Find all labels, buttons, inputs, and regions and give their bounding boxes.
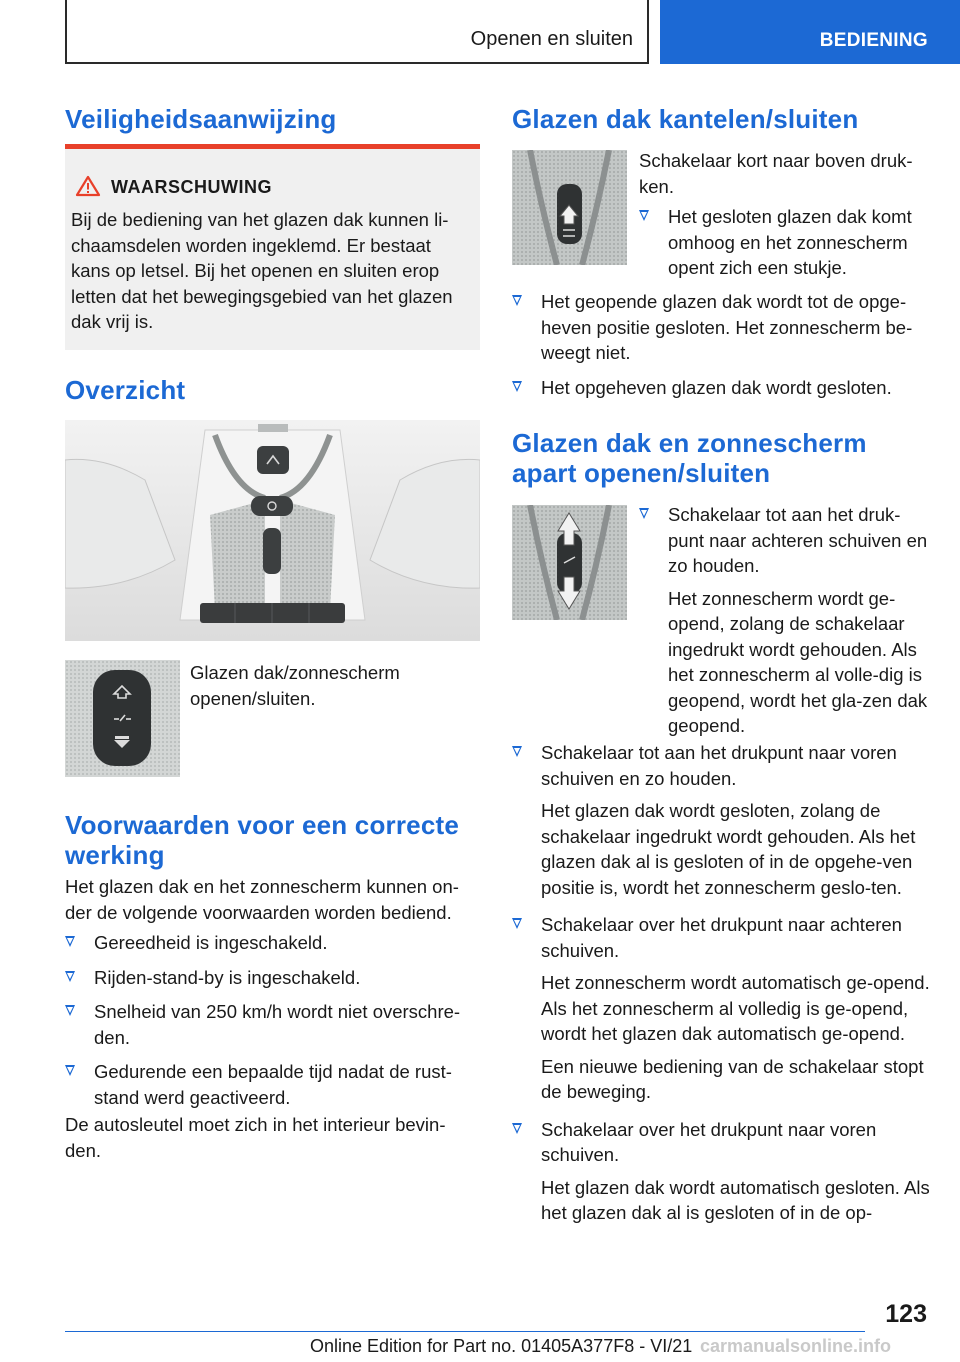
roof-switch-image [65, 660, 180, 777]
list-item-detail: Het zonnescherm wordt automatisch ge-opend. Als het zonnescherm al volledig is ge-opend, wordt het glazen dak automatisch ge-opend. [541, 972, 930, 1044]
section-title: Openen en sluiten [470, 28, 633, 50]
list-item-detail: Het glazen dak wordt automatisch gesloten. Als het glazen dak al is gesloten of in de op- [541, 1176, 930, 1223]
conditions-list [65, 930, 480, 1119]
bullet-triangle-icon [512, 381, 522, 392]
heading-conditions-line2: werking [65, 840, 165, 870]
bullet-triangle-icon [639, 210, 649, 221]
roof-console-image [65, 420, 480, 641]
list-item: Rijden-stand-by is ingeschakeld. [65, 965, 480, 991]
conditions-intro: Het glazen dak en het zonnescherm kunnen on-der de volgende voorwaarden worden bediend. [65, 876, 459, 923]
warning-title: WAARSCHUWING [111, 177, 272, 197]
bullet-triangle-icon [65, 1005, 75, 1016]
conditions-outro: De autosleutel moet zich in het interieur bevin-den. [65, 1114, 446, 1161]
page-number: 123 [885, 1300, 927, 1328]
warning-box [65, 144, 480, 350]
list-item-detail: Het zonnescherm wordt ge-opend, zolang de schakelaar ingedrukt wordt gehouden. Als het zonnescherm al volle-dig is geopend, wordt het gla-zen dak geopend. [668, 587, 928, 736]
bullet-triangle-icon [639, 508, 649, 519]
bullet-triangle-icon [512, 1123, 522, 1134]
heading-separate-line2: apart openen/sluiten [512, 458, 771, 488]
list-item: Het gesloten glazen dak komt omhoog en het zonnescherm opent zich een stukje. [639, 204, 932, 281]
list-item: Schakelaar over het drukpunt naar achteren schuiven. Het zonnescherm wordt automatisch ge-opend. Als het zonnescherm al volledig is ge-opend, wordt het glazen dak automatisch ge-opend. Een nieuwe bediening van de schakelaar stopt de beweging. [512, 912, 932, 1105]
heading-tilt: Glazen dak kantelen/sluiten [512, 104, 859, 134]
warning-triangle-icon [75, 175, 101, 197]
list-item: Gereedheid is ingeschakeld. [65, 930, 480, 956]
heading-safety: Veiligheidsaanwijzing [65, 104, 337, 134]
separate-first-list [639, 502, 932, 748]
bullet-triangle-icon [512, 746, 522, 757]
footer-watermark: carmanualsonline.info [700, 1336, 892, 1356]
bullet-triangle-icon [65, 1065, 75, 1076]
switch-caption: Glazen dak/zonnescherm openen/sluiten. [190, 662, 400, 709]
list-item: Het geopende glazen dak wordt tot de opge-heven positie gesloten. Het zonnescherm be-weegt niet. [512, 289, 932, 366]
footer-edition: Online Edition for Part no. 01405A377F8 - VI/21 [310, 1336, 693, 1356]
heading-separate-line1: Glazen dak en zonnescherm [512, 428, 867, 458]
separate-switch-image [512, 505, 627, 620]
list-item: Schakelaar tot aan het druk-punt naar achteren schuiven en zo houden. Het zonnescherm wordt ge-opend, zolang de schakelaar ingedrukt wordt gehouden. Als het zonnescherm al volle-dig is geopend, wordt het gla-zen dak geopend. [639, 502, 932, 739]
header-chapter-tab [660, 0, 960, 64]
tilt-sub-list [639, 204, 932, 290]
list-item: Schakelaar tot aan het drukpunt naar voren schuiven en zo houden. Het glazen dak wordt gesloten, zolang de schakelaar ingedrukt wordt gehouden. Als het glazen dak al is gesloten of in de opgehe-ven positie is, wordt het zonnescherm geslo-ten. [512, 740, 932, 900]
tilt-list [512, 289, 932, 409]
warning-text: Bij de bediening van het glazen dak kunnen li-chaamsdelen worden ingeklemd. Er bestaat kans op letsel. Bij het openen en sluiten erop letten dat het bewegingsgebied van het glazen dak vrij is. [71, 209, 453, 332]
chapter-title: BEDIENING [819, 30, 928, 51]
heading-overview: Overzicht [65, 375, 186, 405]
list-item: Gedurende een bepaalde tijd nadat de rust-stand werd geactiveerd. [65, 1059, 480, 1110]
bullet-triangle-icon [65, 936, 75, 947]
separate-list [512, 740, 932, 1235]
tilt-switch-image [512, 150, 627, 265]
tilt-intro: Schakelaar kort naar boven druk-ken. [639, 150, 913, 197]
list-item-detail: Een nieuwe bediening van de schakelaar stopt de beweging. [541, 1055, 924, 1102]
header-section-tab [65, 0, 649, 64]
heading-conditions-line1: Voorwaarden voor een correcte [65, 810, 460, 840]
bullet-triangle-icon [512, 295, 522, 306]
list-item-detail: Het glazen dak wordt gesloten, zolang de schakelaar ingedrukt wordt gehouden. Als het glazen dak al is gesloten of in de opgehe-ven positie is, wordt het zonnescherm geslo-ten. [541, 800, 916, 898]
bullet-triangle-icon [65, 971, 75, 982]
list-item: Snelheid van 250 km/h wordt niet overschre-den. [65, 999, 480, 1050]
footer-divider [65, 1331, 865, 1332]
list-item: Schakelaar over het drukpunt naar voren schuiven. Het glazen dak wordt automatisch gesloten. Als het glazen dak al is gesloten of in de op- [512, 1117, 932, 1226]
bullet-triangle-icon [512, 918, 522, 929]
list-item: Het opgeheven glazen dak wordt gesloten. [512, 375, 932, 401]
